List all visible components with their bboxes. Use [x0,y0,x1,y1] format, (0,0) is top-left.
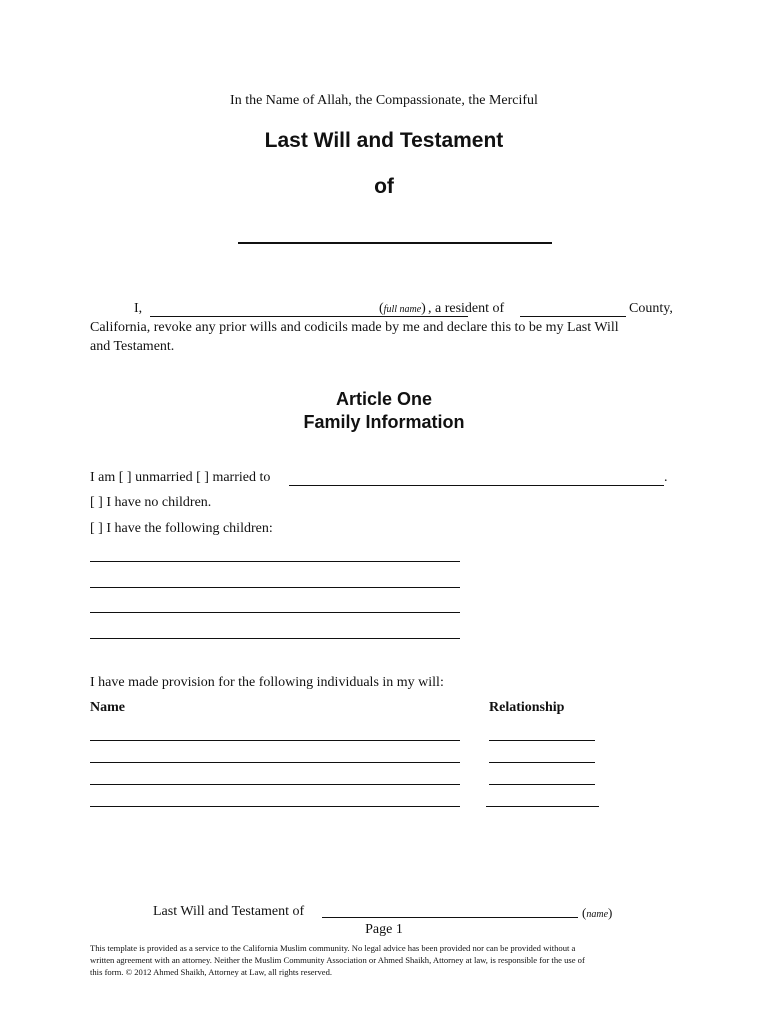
provision-intro: I have made provision for the following individuals in my will: [90,675,444,690]
footer-label: Last Will and Testament of [153,904,305,919]
title-of: of [374,175,394,198]
disclaimer-line: this form. © 2012 Ahmed Shaikh, Attorney at Law, all rights reserved. [90,967,333,977]
article-number: Article One [335,389,433,409]
marital-end: . [664,470,668,485]
footer-name-hint-wrap: (name) [582,905,613,920]
disclaimer-line: This template is provided as a service to the California Muslim community. No legal advice has been provided nor can be provided without a [90,943,576,953]
resident-text: , a resident of [428,301,505,316]
intro-line-2: California, revoke any prior wills and codicils made by me and declare this to be my Last Will [90,320,619,335]
no-children-option: [ ] I have no children. [90,495,212,510]
page-number: Page 1 [365,922,403,937]
child-line[interactable] [90,612,460,613]
children-option: [ ] I have the following children: [90,521,273,536]
testator-name-line[interactable] [238,242,552,244]
relationship-line[interactable] [489,762,595,763]
beneficiary-name-line[interactable] [90,740,460,741]
relationship-line[interactable] [486,806,599,807]
footer-name-blank[interactable] [322,917,578,918]
article-heading: Family Information [303,412,465,432]
county-text: County, [629,301,673,316]
intro-line-1 [90,301,680,321]
full-name-hint: full name [383,304,422,315]
spouse-name-blank[interactable] [289,485,664,486]
beneficiary-name-line[interactable] [90,806,460,807]
full-name-hint-wrap: (full name) [379,301,426,316]
beneficiary-name-line[interactable] [90,762,460,763]
disclaimer-line: written agreement with an attorney. Neither the Muslim Community Association or Ahmed Shaikh, Attorney at law, is responsible for the use of [90,955,585,965]
child-line[interactable] [90,561,460,562]
intro-i: I, [134,301,143,316]
col-relationship-header: Relationship [489,700,565,715]
relationship-line[interactable] [489,784,595,785]
invocation: In the Name of Allah, the Compassionate, the Merciful [230,93,538,108]
disclaimer [90,942,690,978]
footer-name-hint: name [586,909,609,920]
relationship-line[interactable] [489,740,595,741]
child-line[interactable] [90,638,460,639]
beneficiary-name-line[interactable] [90,784,460,785]
child-line[interactable] [90,587,460,588]
marital-status: I am [ ] unmarried [ ] married to [90,470,271,485]
col-name-header: Name [90,700,125,715]
intro-line-3: and Testament. [90,339,175,354]
document-title: Last Will and Testament [264,129,504,152]
county-blank[interactable] [520,316,626,317]
